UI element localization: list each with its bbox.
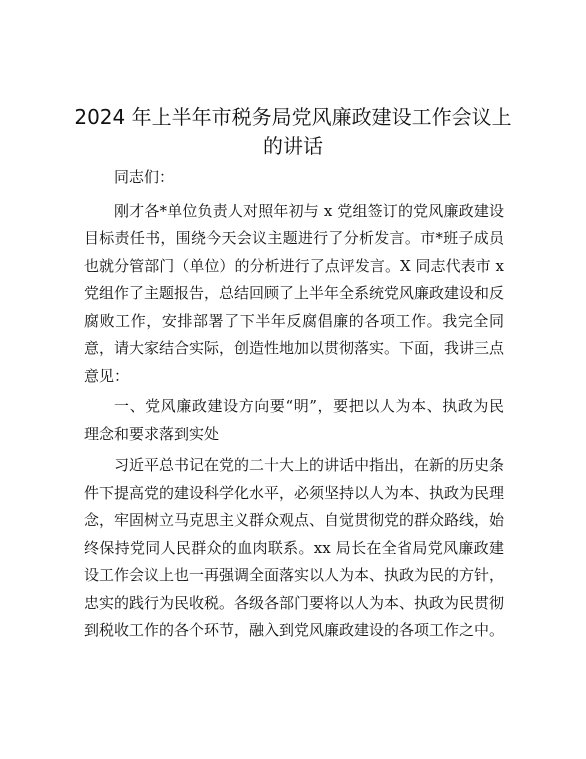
section-heading-1: 一、党风廉政建设方向要“明”，要把以人为本、执政为民理念和要求落到实处: [84, 397, 504, 443]
salutation-paragraph: 同志们：: [114, 168, 175, 186]
document-title: 2024 年上半年市税务局党风廉政建设工作会议上的讲话: [74, 105, 512, 158]
section-1-paragraph: 习近平总书记在党的二十大上的讲话中指出，在新的历史条件下提高党的建设科学化水平，必须坚持以人为本、执政为民理念，牢固树立马克思主义群众观点、自觉贯彻党的群众路线，始终保持党同人民群众的血肉联系。xx 局长在全省局党风廉政建设工作会议上也一再强调全面落实以人为本、执政为民的方针，忠实的践行为民收税。各级各部门要将以人为本、执政为民贯彻到税收工作的各个环节，融入到党风廉政建设的各项工作之中。: [84, 456, 505, 639]
intro-paragraph: 刚才各*单位负责人对照年初与 x 党组签订的党风廉政建设目标责任书，围绕今天会议主题进行了分析发言。市*班子成员也就分管部门（单位）的分析进行了点评发言。X 同志代表市 x 党组作了主题报告，总结回顾了上半年全系统党风廉政建设和反腐败工作，安排部署了下半年反腐倡廉的各项工作。我完全同意，请大家结合实际，创造性地加以贯彻落实。下面，我讲三点意见：: [84, 201, 505, 385]
document-body: [84, 164, 504, 645]
